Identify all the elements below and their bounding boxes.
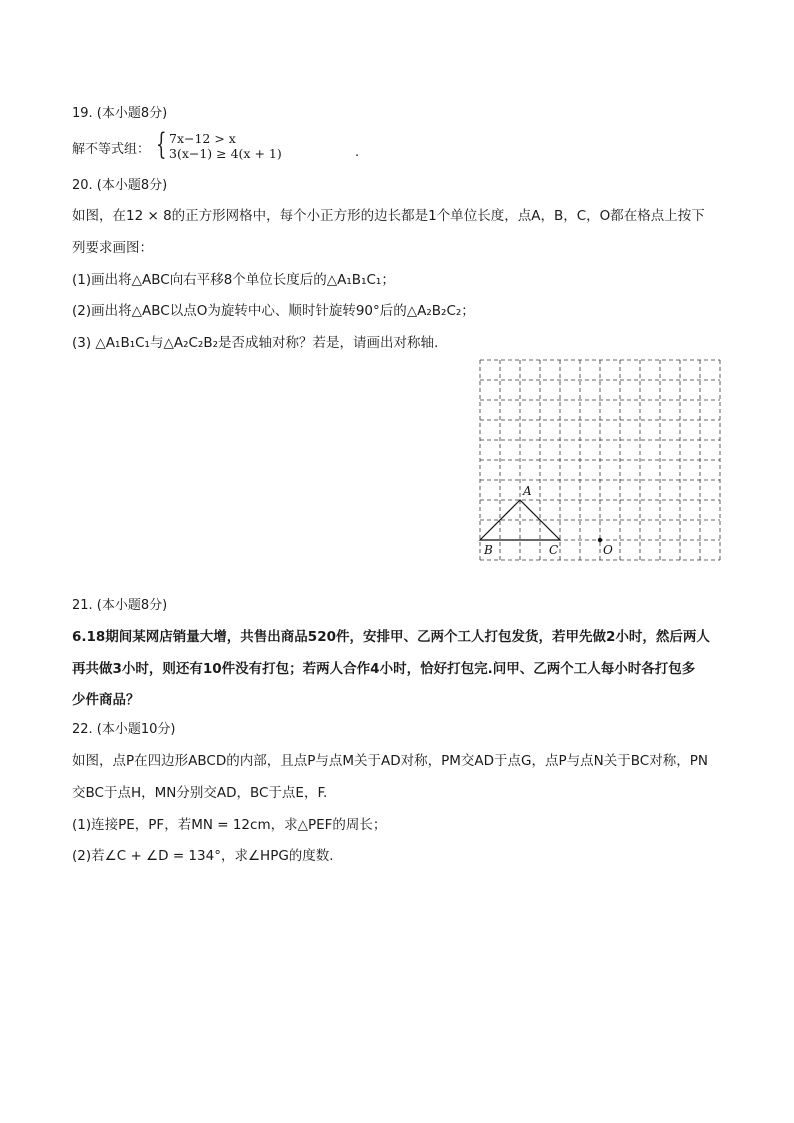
q22-line-3: (1)连接PE，PF，若MN = 12cm，求△PEF的周长； bbox=[72, 817, 387, 833]
point-label-a: A bbox=[523, 484, 532, 498]
q20-line-2: 列要求画图： bbox=[72, 240, 153, 256]
q20-line-5: (3) △A₁B₁C₁与△A₂C₂B₂是否成轴对称？若是，请画出对称轴. bbox=[72, 335, 439, 351]
q21-line-1: 6.18期间某网店销量大增，共售出商品520件，安排甲、乙两个工人打包发货，若甲先做2小时，然后两人 bbox=[72, 629, 710, 645]
q21-line-3: 少件商品？ bbox=[72, 692, 140, 708]
point-label-c: C bbox=[549, 543, 559, 557]
q20-line-3: (1)画出将△ABC向右平移8个单位长度后的△A₁B₁C₁； bbox=[72, 272, 395, 288]
triangle-abc bbox=[480, 500, 560, 540]
point-label-o: O bbox=[603, 543, 613, 557]
q22-heading: 22. (本小题10分) bbox=[72, 722, 176, 737]
q20-line-1: 如图，在12 × 8的正方形网格中，每个小正方形的边长都是1个单位长度，点A，B，C，O都在格点上按下 bbox=[72, 208, 705, 224]
system-brace-icon: { bbox=[156, 127, 167, 162]
q20-heading: 20. (本小题8分) bbox=[72, 178, 168, 193]
q20-line-4: (2)画出将△ABC以点O为旋转中心、顺时针旋转90°后的△A₂B₂C₂； bbox=[72, 303, 475, 319]
point-o-dot bbox=[598, 538, 602, 542]
q19-inequality-2: 3(x−1) ≥ 4(x + 1) bbox=[169, 146, 282, 161]
q19-end-mark: . bbox=[355, 145, 360, 160]
q22-line-2: 交BC于点H，MN分别交AD，BC于点E，F. bbox=[72, 785, 328, 801]
q19-prompt: 解不等式组： bbox=[72, 142, 151, 157]
q22-line-4: (2)若∠C + ∠D = 134°，求∠HPG的度数. bbox=[72, 848, 334, 864]
q21-line-2: 再共做3小时，则还有10件没有打包；若两人合作4小时，恰好打包完.问甲、乙两个工人每小时各打包多 bbox=[72, 661, 696, 677]
q19-inequality-1: 7x−12 > x bbox=[169, 131, 236, 146]
point-label-b: B bbox=[484, 543, 493, 557]
q22-line-1: 如图，点P在四边形ABCD的内部，且点P与点M关于AD对称，PM交AD于点G，点P与点N关于BC对称，PN bbox=[72, 753, 708, 769]
q19-heading: 19. (本小题8分) bbox=[72, 106, 168, 121]
q21-heading: 21. (本小题8分) bbox=[72, 598, 168, 613]
q20-grid-figure bbox=[478, 358, 722, 562]
